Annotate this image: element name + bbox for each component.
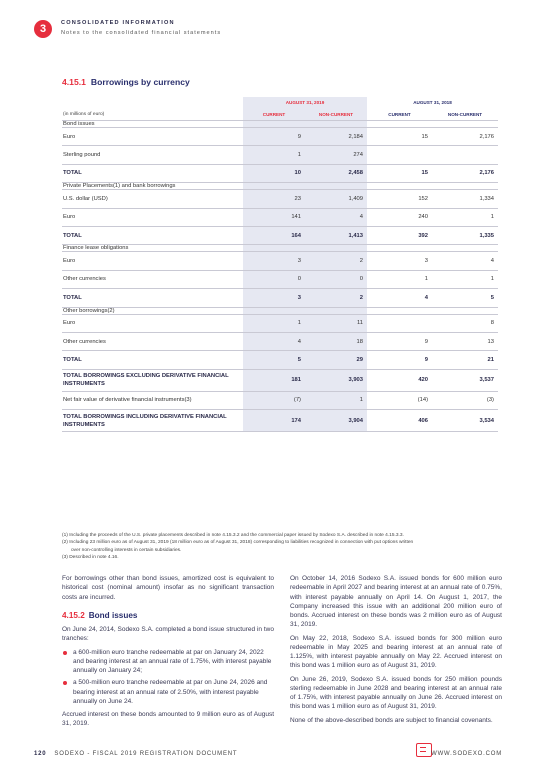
table-cell: [305, 245, 367, 252]
table-cell: 3,534: [432, 410, 498, 432]
table-cell: 1: [432, 208, 498, 226]
footer-left: [34, 751, 237, 757]
row-label: TOTAL: [62, 351, 243, 369]
table-cell: 2,176: [432, 164, 498, 182]
right-column: [290, 574, 502, 729]
table-row: [62, 146, 498, 164]
table-cell: 152: [367, 190, 432, 208]
left-column: [62, 574, 274, 733]
col-current-2018: CURRENT: [367, 108, 432, 121]
footnote-1: (1) Including the proceeds of the U.S. private placements described in note 4.15.3.2 and the commercial paper issued by Sodexo S.A. described in note 4.15.3.3.: [62, 533, 404, 538]
table-cell: 9: [367, 332, 432, 350]
row-label: Net fair value of derivative financial instruments(3): [62, 391, 243, 409]
section-title: [62, 77, 190, 87]
footnote-2: (2) Including 23 million euro as of August 31, 2019 (18 million euro as of August 31, 2018) corresponding to liabilities recognized in connection with put options written: [62, 540, 414, 546]
table-cell: 9: [243, 128, 305, 146]
table-cell: 4: [432, 252, 498, 270]
row-label: Euro: [62, 208, 243, 226]
row-label: Other currencies: [62, 270, 243, 288]
row-label: U.S. dollar (USD): [62, 190, 243, 208]
subsection-number: 4.15.2: [62, 610, 85, 620]
row-label: Other currencies: [62, 332, 243, 350]
footnote-2-cont: over non-controlling interests in certain subsidiaries.: [71, 547, 182, 553]
table-cell: 392: [367, 226, 432, 244]
table-cell: [243, 121, 305, 128]
chapter-badge: 3: [34, 20, 52, 38]
table-cell: 3,903: [305, 369, 367, 391]
table-cell: 29: [305, 351, 367, 369]
table-cell: [367, 314, 432, 332]
borrowings-table: [62, 97, 498, 432]
table-cell: 2,184: [305, 128, 367, 146]
table-cell: 9: [367, 351, 432, 369]
table-cell: 3: [243, 289, 305, 307]
table-cell: [432, 307, 498, 314]
table-cell: [305, 121, 367, 128]
table-cell: 174: [243, 410, 305, 432]
section-heading: Borrowings by currency: [90, 77, 190, 87]
table-cell: 2: [305, 252, 367, 270]
table-cell: 1: [243, 314, 305, 332]
table-cell: [432, 183, 498, 190]
table-cell: 1,334: [432, 190, 498, 208]
row-label: Finance lease obligations: [62, 245, 243, 252]
table-cell: 23: [243, 190, 305, 208]
table-row: [62, 314, 498, 332]
section-number: 4.15.1: [62, 77, 86, 87]
table-row: [62, 190, 498, 208]
col-current-2019: CURRENT: [243, 108, 305, 121]
table-section-row: [62, 183, 498, 190]
list-item: [62, 678, 274, 706]
group-2019: AUGUST 31, 2019: [243, 97, 367, 108]
table-cell: 2,458: [305, 164, 367, 182]
table-cell: 240: [367, 208, 432, 226]
table-section-row: [62, 307, 498, 314]
table-cell: 3,904: [305, 410, 367, 432]
row-label: Euro: [62, 128, 243, 146]
table-row: [62, 332, 498, 350]
chapter-subtitle: Notes to the consolidated financial statements: [61, 30, 222, 36]
table-cell: 2: [305, 289, 367, 307]
row-label: TOTAL BORROWINGS EXCLUDING DERIVATIVE FINANCIAL INSTRUMENTS: [62, 369, 243, 391]
paragraph: For borrowings other than bond issues, amortized cost is equivalent to historical cost (nominal amount) insofar as no significant transaction costs are incurred.: [62, 575, 274, 601]
row-label: Other borrowings(2): [62, 307, 243, 314]
list-item-text: a 600-million euro tranche redeemable at par on January 24, 2022 and bearing interest at an annual rate of 1.75%, with interest payable annually on January 24;: [73, 648, 272, 674]
row-label: TOTAL BORROWINGS INCLUDING DERIVATIVE FINANCIAL INSTRUMENTS: [62, 410, 243, 432]
unit-label: (in millions of euro): [62, 108, 243, 121]
table-total-row: [62, 369, 498, 391]
table-cell: 4: [305, 208, 367, 226]
table-cell: [243, 245, 305, 252]
table-group-header: [62, 97, 498, 108]
table-cell: 1: [367, 270, 432, 288]
table-cell: 15: [367, 128, 432, 146]
table-cell: 141: [243, 208, 305, 226]
table-cell: [367, 121, 432, 128]
table-cell: [367, 245, 432, 252]
paragraph: Accrued interest on these bonds amounted to 9 million euro as of August 31, 2019.: [62, 711, 274, 728]
table-cell: 3: [367, 252, 432, 270]
table-cell: [367, 146, 432, 164]
table-row: [62, 391, 498, 409]
table-cell: 1,335: [432, 226, 498, 244]
table-cell: 1,409: [305, 190, 367, 208]
row-label: Bond issues: [62, 121, 243, 128]
table-cell: 8: [432, 314, 498, 332]
computer-icon: [416, 743, 432, 757]
row-label: TOTAL: [62, 289, 243, 307]
row-label: TOTAL: [62, 164, 243, 182]
table-cell: 15: [367, 164, 432, 182]
paragraph: On June 26, 2019, Sodexo S.A. issued bonds for 250 million pounds sterling redeemable in June 2028 and bearing interest at an annual rate of 1.75%, with interest payable annually on June 26. Accrued interest on this bond was 1 million euro as of August 31, 2019.: [290, 675, 502, 711]
table-cell: [367, 307, 432, 314]
table-cell: 21: [432, 351, 498, 369]
page-number: 120: [34, 751, 47, 757]
col-noncurrent-2018: NON-CURRENT: [432, 108, 498, 121]
row-label: TOTAL: [62, 226, 243, 244]
table-cell: 18: [305, 332, 367, 350]
col-noncurrent-2019: NON-CURRENT: [305, 108, 367, 121]
table-cell: 1: [243, 146, 305, 164]
paragraph: None of the above-described bonds are subject to financial covenants.: [290, 716, 493, 724]
table-total-row: [62, 164, 498, 182]
table-cell: 1: [432, 270, 498, 288]
row-label: Sterling pound: [62, 146, 243, 164]
table-column-header: [62, 108, 498, 121]
table-cell: [243, 307, 305, 314]
chapter-title: CONSOLIDATED INFORMATION: [61, 20, 175, 26]
table-cell: 13: [432, 332, 498, 350]
row-label: Private Placements(1) and bank borrowings: [62, 183, 243, 190]
table-cell: 1: [305, 391, 367, 409]
list-item-text: a 500-million euro tranche redeemable at par on June 24, 2026 and bearing interest at an annual rate of 2.50%, with interest payable annually on June 24.: [73, 679, 268, 705]
subsection-title: [62, 611, 274, 620]
table-cell: [432, 146, 498, 164]
table-row: [62, 208, 498, 226]
table-cell: 420: [367, 369, 432, 391]
bullet-icon: [63, 681, 67, 685]
table-cell: 3: [243, 252, 305, 270]
subsection-heading: Bond issues: [88, 610, 138, 620]
table-cell: [367, 183, 432, 190]
table-cell: (3): [432, 391, 498, 409]
paragraph: On May 22, 2018, Sodexo S.A. issued bonds for 300 million euro redeemable in May 2025 and bearing interest at an annual rate of 1.125%, with interest payable annually on May 22. Accrued interest on this bond was 1 million euro as of August 31, 2019.: [290, 634, 502, 670]
table-cell: (7): [243, 391, 305, 409]
bullet-icon: [63, 651, 67, 655]
row-label: Euro: [62, 252, 243, 270]
table-cell: 11: [305, 314, 367, 332]
table-cell: 181: [243, 369, 305, 391]
table-cell: 164: [243, 226, 305, 244]
table-section-row: [62, 121, 498, 128]
bullet-list: [62, 648, 274, 707]
table-cell: 2,176: [432, 128, 498, 146]
table-section-row: [62, 245, 498, 252]
table-cell: 3,537: [432, 369, 498, 391]
row-label: Euro: [62, 314, 243, 332]
website-link[interactable]: WWW.SODEXO.COM: [431, 751, 502, 757]
table-cell: 5: [243, 351, 305, 369]
table-cell: [432, 245, 498, 252]
table-cell: [243, 183, 305, 190]
table-cell: 406: [367, 410, 432, 432]
table-cell: [432, 121, 498, 128]
table-cell: 274: [305, 146, 367, 164]
table-cell: 0: [305, 270, 367, 288]
table-total-row: [62, 351, 498, 369]
table-total-row: [62, 289, 498, 307]
table-cell: 10: [243, 164, 305, 182]
table-cell: 0: [243, 270, 305, 288]
paragraph: On June 24, 2014, Sodexo S.A. completed a bond issue structured in two tranches:: [62, 626, 274, 643]
table-row: [62, 270, 498, 288]
table-total-row: [62, 226, 498, 244]
table-cell: 4: [367, 289, 432, 307]
table-cell: 5: [432, 289, 498, 307]
table-cell: 4: [243, 332, 305, 350]
table-cell: [305, 307, 367, 314]
paragraph: On October 14, 2016 Sodexo S.A. issued bonds for 600 million euro redeemable in April 2027 and bearing interest at an annual rate of 0.75%, with interest payable annually on April 14. On August 1, 2017, the Company increased this issue with an additional 200 million euro of bonds. Accrued interest on these bonds was 2 million euro as of August 31, 2019.: [290, 575, 502, 629]
table-cell: 1,413: [305, 226, 367, 244]
list-item: [62, 648, 274, 676]
table-row: [62, 252, 498, 270]
table-total-row: [62, 410, 498, 432]
table-cell: [305, 183, 367, 190]
document-name: SODEXO - FISCAL 2019 REGISTRATION DOCUMENT: [54, 751, 238, 757]
table-cell: (14): [367, 391, 432, 409]
table-row: [62, 128, 498, 146]
table-footnotes: [62, 532, 502, 562]
group-2018: AUGUST 31, 2018: [413, 100, 452, 105]
footnote-3: (3) Described in note 4.16.: [62, 555, 119, 561]
